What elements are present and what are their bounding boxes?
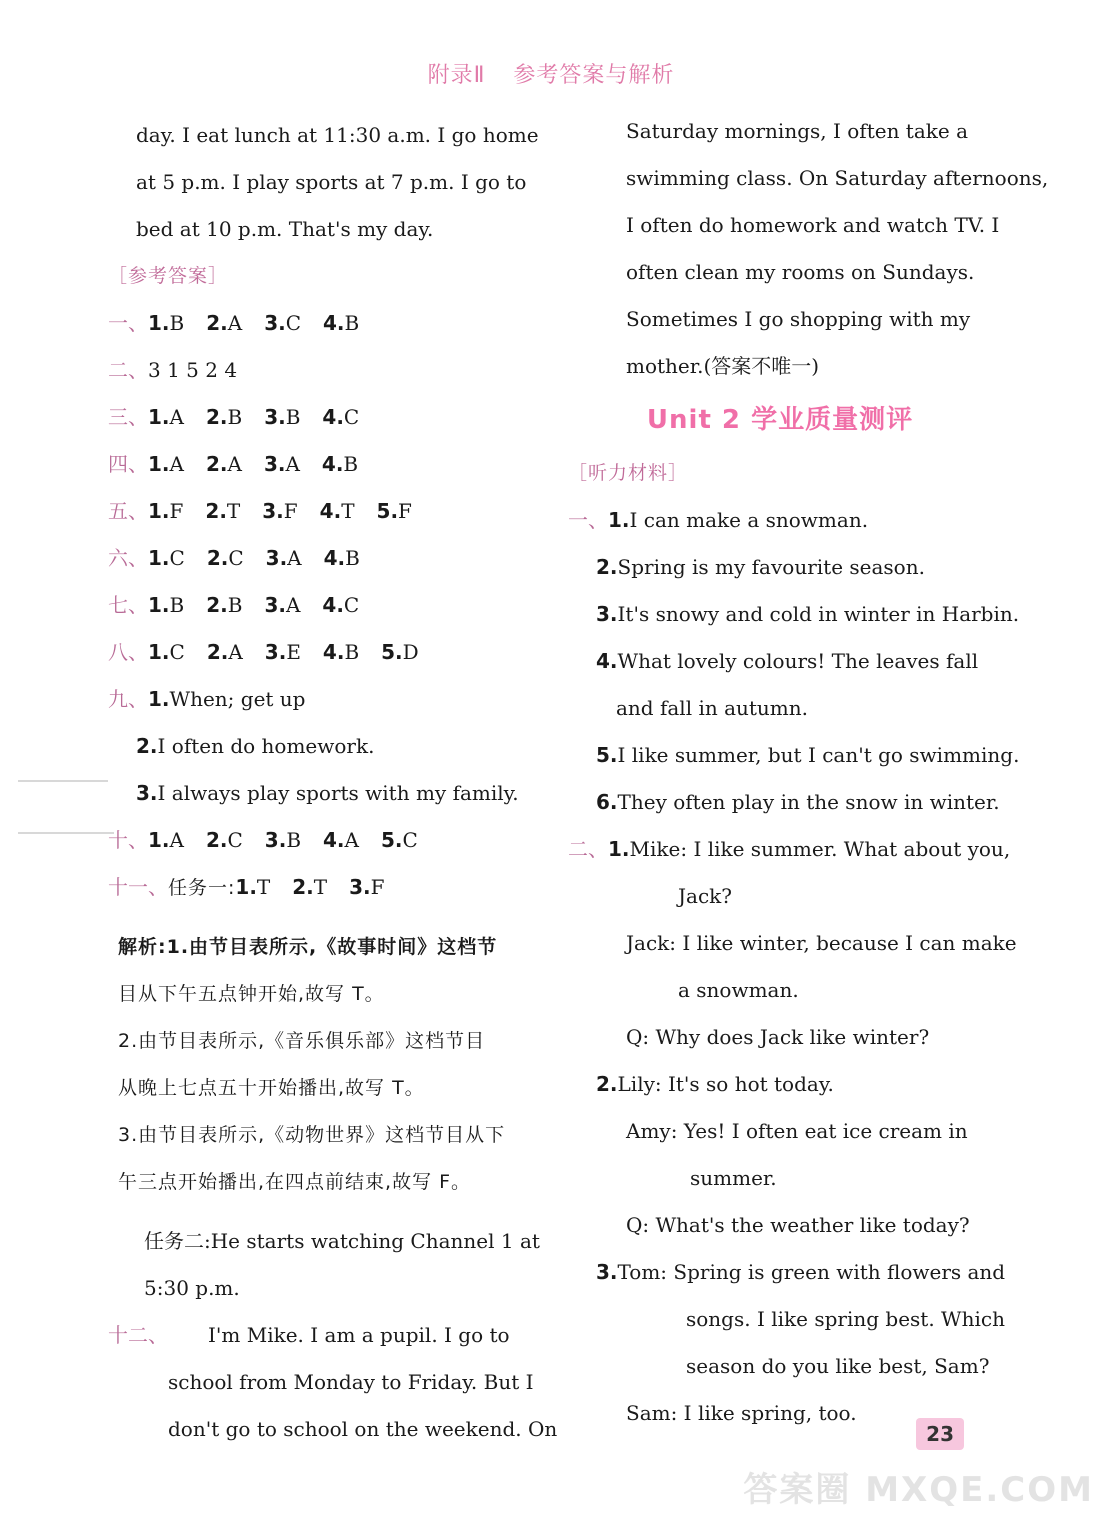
task2-line: 5:30 p.m. — [144, 1276, 240, 1300]
answer-row: 3.I always play sports with my family. — [136, 781, 519, 805]
section-mark: 一、 — [108, 311, 148, 335]
answer-row: 一、1.B 2.A 3.C 4.B — [108, 311, 360, 335]
analysis-line: 目从下午五点钟开始,故写 T。 — [118, 983, 385, 1005]
dialogue-line: summer. — [690, 1166, 777, 1190]
section-mark: 二、 — [568, 837, 608, 861]
essay-text: I'm Mike. I am a pupil. I go to — [208, 1323, 510, 1347]
reference-answer-tag: ［参考答案］ — [108, 265, 229, 287]
listening-text: Spring is my favourite season. — [617, 555, 925, 579]
analysis-line: 从晚上七点五十开始播出,故写 T。 — [118, 1077, 425, 1099]
essay-line: mother.(答案不唯一) — [626, 354, 820, 378]
watermark-logo: 答案圈 MXQE.COM — [743, 1470, 1094, 1510]
analysis-line: 2.由节目表所示,《音乐俱乐部》这档节目 — [118, 1030, 486, 1052]
essay-line: often clean my rooms on Sundays. — [626, 260, 975, 284]
listening-line: 2.Spring is my favourite season. — [596, 555, 925, 579]
answer-text: When; get up — [169, 687, 306, 711]
listening-line: 4.What lovely colours! The leaves fall — [596, 649, 979, 673]
dialogue-line: songs. I like spring best. Which — [686, 1307, 1005, 1331]
header-appendix: 附录Ⅱ — [427, 63, 486, 88]
section-mark: 八、 — [108, 640, 148, 664]
dialogue-text: Lily: It's so hot today. — [617, 1072, 834, 1096]
answer-row: 五、1.F 2.T 3.F 4.T 5.F — [108, 499, 412, 523]
listening-text: I like summer, but I can't go swimming. — [617, 743, 1020, 767]
section-mark: 六、 — [108, 546, 148, 570]
answer-row: 2.I often do homework. — [136, 734, 375, 758]
text-line: at 5 p.m. I play sports at 7 p.m. I go to — [136, 170, 527, 194]
section-mark: 五、 — [108, 499, 148, 523]
section-mark: 十一、 — [108, 875, 168, 899]
listening-material-tag: ［听力材料］ — [568, 462, 689, 484]
section-mark: 九、 — [108, 687, 148, 711]
listening-text: It's snowy and cold in winter in Harbin. — [617, 602, 1020, 626]
listening-text: What lovely colours! The leaves fall — [617, 649, 979, 673]
answer-row: 八、1.C 2.A 3.E 4.B 5.D — [108, 640, 419, 664]
left-column — [108, 112, 558, 1453]
text-line: day. I eat lunch at 11:30 a.m. I go home — [136, 123, 539, 147]
section-mark: 二、 — [108, 358, 148, 382]
page-header — [0, 58, 1102, 89]
essay-line: Sometimes I go shopping with my — [626, 307, 971, 331]
section-mark: 十二、 — [108, 1323, 168, 1347]
header-title: 参考答案与解析 — [513, 63, 675, 88]
text-line: bed at 10 p.m. That's my day. — [136, 217, 434, 241]
answer-row: 四、1.A 2.A 3.A 4.B — [108, 452, 359, 476]
dialogue-line: Q: What's the weather like today? — [626, 1213, 970, 1237]
essay-line: don't go to school on the weekend. On — [168, 1417, 558, 1441]
listening-line: 6.They often play in the snow in winter. — [596, 790, 1000, 814]
essay-line: Saturday mornings, I often take a — [626, 119, 969, 143]
answer-text: I often do homework. — [157, 734, 375, 758]
essay-line — [108, 1312, 548, 1359]
essay-line: school from Monday to Friday. But I — [168, 1370, 534, 1394]
dialogue-text: Mike: I like summer. What about you, — [629, 837, 1011, 861]
answer-row: 三、1.A 2.B 3.B 4.C — [108, 405, 360, 429]
section-mark: 七、 — [108, 593, 148, 617]
answer-row: 十一、任务一:1.T 2.T 3.F — [108, 875, 385, 899]
listening-text: They often play in the snow in winter. — [617, 790, 1000, 814]
unit-title: Unit 2 学业质量测评 — [646, 405, 914, 435]
dialogue-line: 3.Tom: Spring is green with flowers and — [596, 1260, 1006, 1284]
essay-line: I often do homework and watch TV. I — [626, 213, 1000, 237]
answer-row: 七、1.B 2.B 3.A 4.C — [108, 593, 360, 617]
dialogue-line: 二、1.Mike: I like summer. What about you, — [568, 837, 1011, 861]
dialogue-line: Sam: I like spring, too. — [626, 1401, 857, 1425]
listening-text: I can make a snowman. — [629, 508, 869, 532]
analysis-line: 3.由节目表所示,《动物世界》这档节目从下 — [118, 1124, 506, 1146]
dialogue-line: Jack? — [678, 884, 732, 908]
answer-text: 3 1 5 2 4 — [148, 358, 238, 382]
answer-row: 六、1.C 2.C 3.A 4.B — [108, 546, 360, 570]
listening-line: 一、1.I can make a snowman. — [568, 508, 869, 532]
section-mark: 三、 — [108, 405, 148, 429]
listening-line: 5.I like summer, but I can't go swimming. — [596, 743, 1020, 767]
dialogue-line: 2.Lily: It's so hot today. — [596, 1072, 834, 1096]
dialogue-text: Tom: Spring is green with flowers and — [617, 1260, 1006, 1284]
task2-line: 任务二:He starts watching Channel 1 at — [144, 1229, 540, 1253]
dialogue-line: Q: Why does Jack like winter? — [626, 1025, 930, 1049]
scan-mark — [18, 832, 114, 834]
answer-row: 十、1.A 2.C 3.B 4.A 5.C — [108, 828, 418, 852]
dialogue-line: Jack: I like winter, because I can make — [626, 931, 1017, 955]
right-column — [568, 108, 1049, 1437]
page-number: 23 — [916, 1418, 964, 1450]
essay-line: swimming class. On Saturday afternoons, — [626, 166, 1049, 190]
answer-row: 九、1.When; get up — [108, 687, 306, 711]
answer-row — [108, 347, 548, 394]
dialogue-line: a snowman. — [678, 978, 799, 1002]
dialogue-line: season do you like best, Sam? — [686, 1354, 990, 1378]
section-mark: 十、 — [108, 828, 148, 852]
listening-line: and fall in autumn. — [616, 696, 809, 720]
listening-line: 3.It's snowy and cold in winter in Harbin. — [596, 602, 1020, 626]
section-mark: 四、 — [108, 452, 148, 476]
dialogue-line: Amy: Yes! I often eat ice cream in — [626, 1119, 968, 1143]
analysis-line: 午三点开始播出,在四点前结束,故写 F。 — [118, 1171, 472, 1193]
scan-mark — [18, 780, 108, 782]
section-mark: 一、 — [568, 508, 608, 532]
task-label: 任务一: — [168, 877, 236, 899]
analysis-line: 解析:1.由节目表所示,《故事时间》这档节 — [118, 936, 498, 958]
answer-text: I always play sports with my family. — [157, 781, 519, 805]
